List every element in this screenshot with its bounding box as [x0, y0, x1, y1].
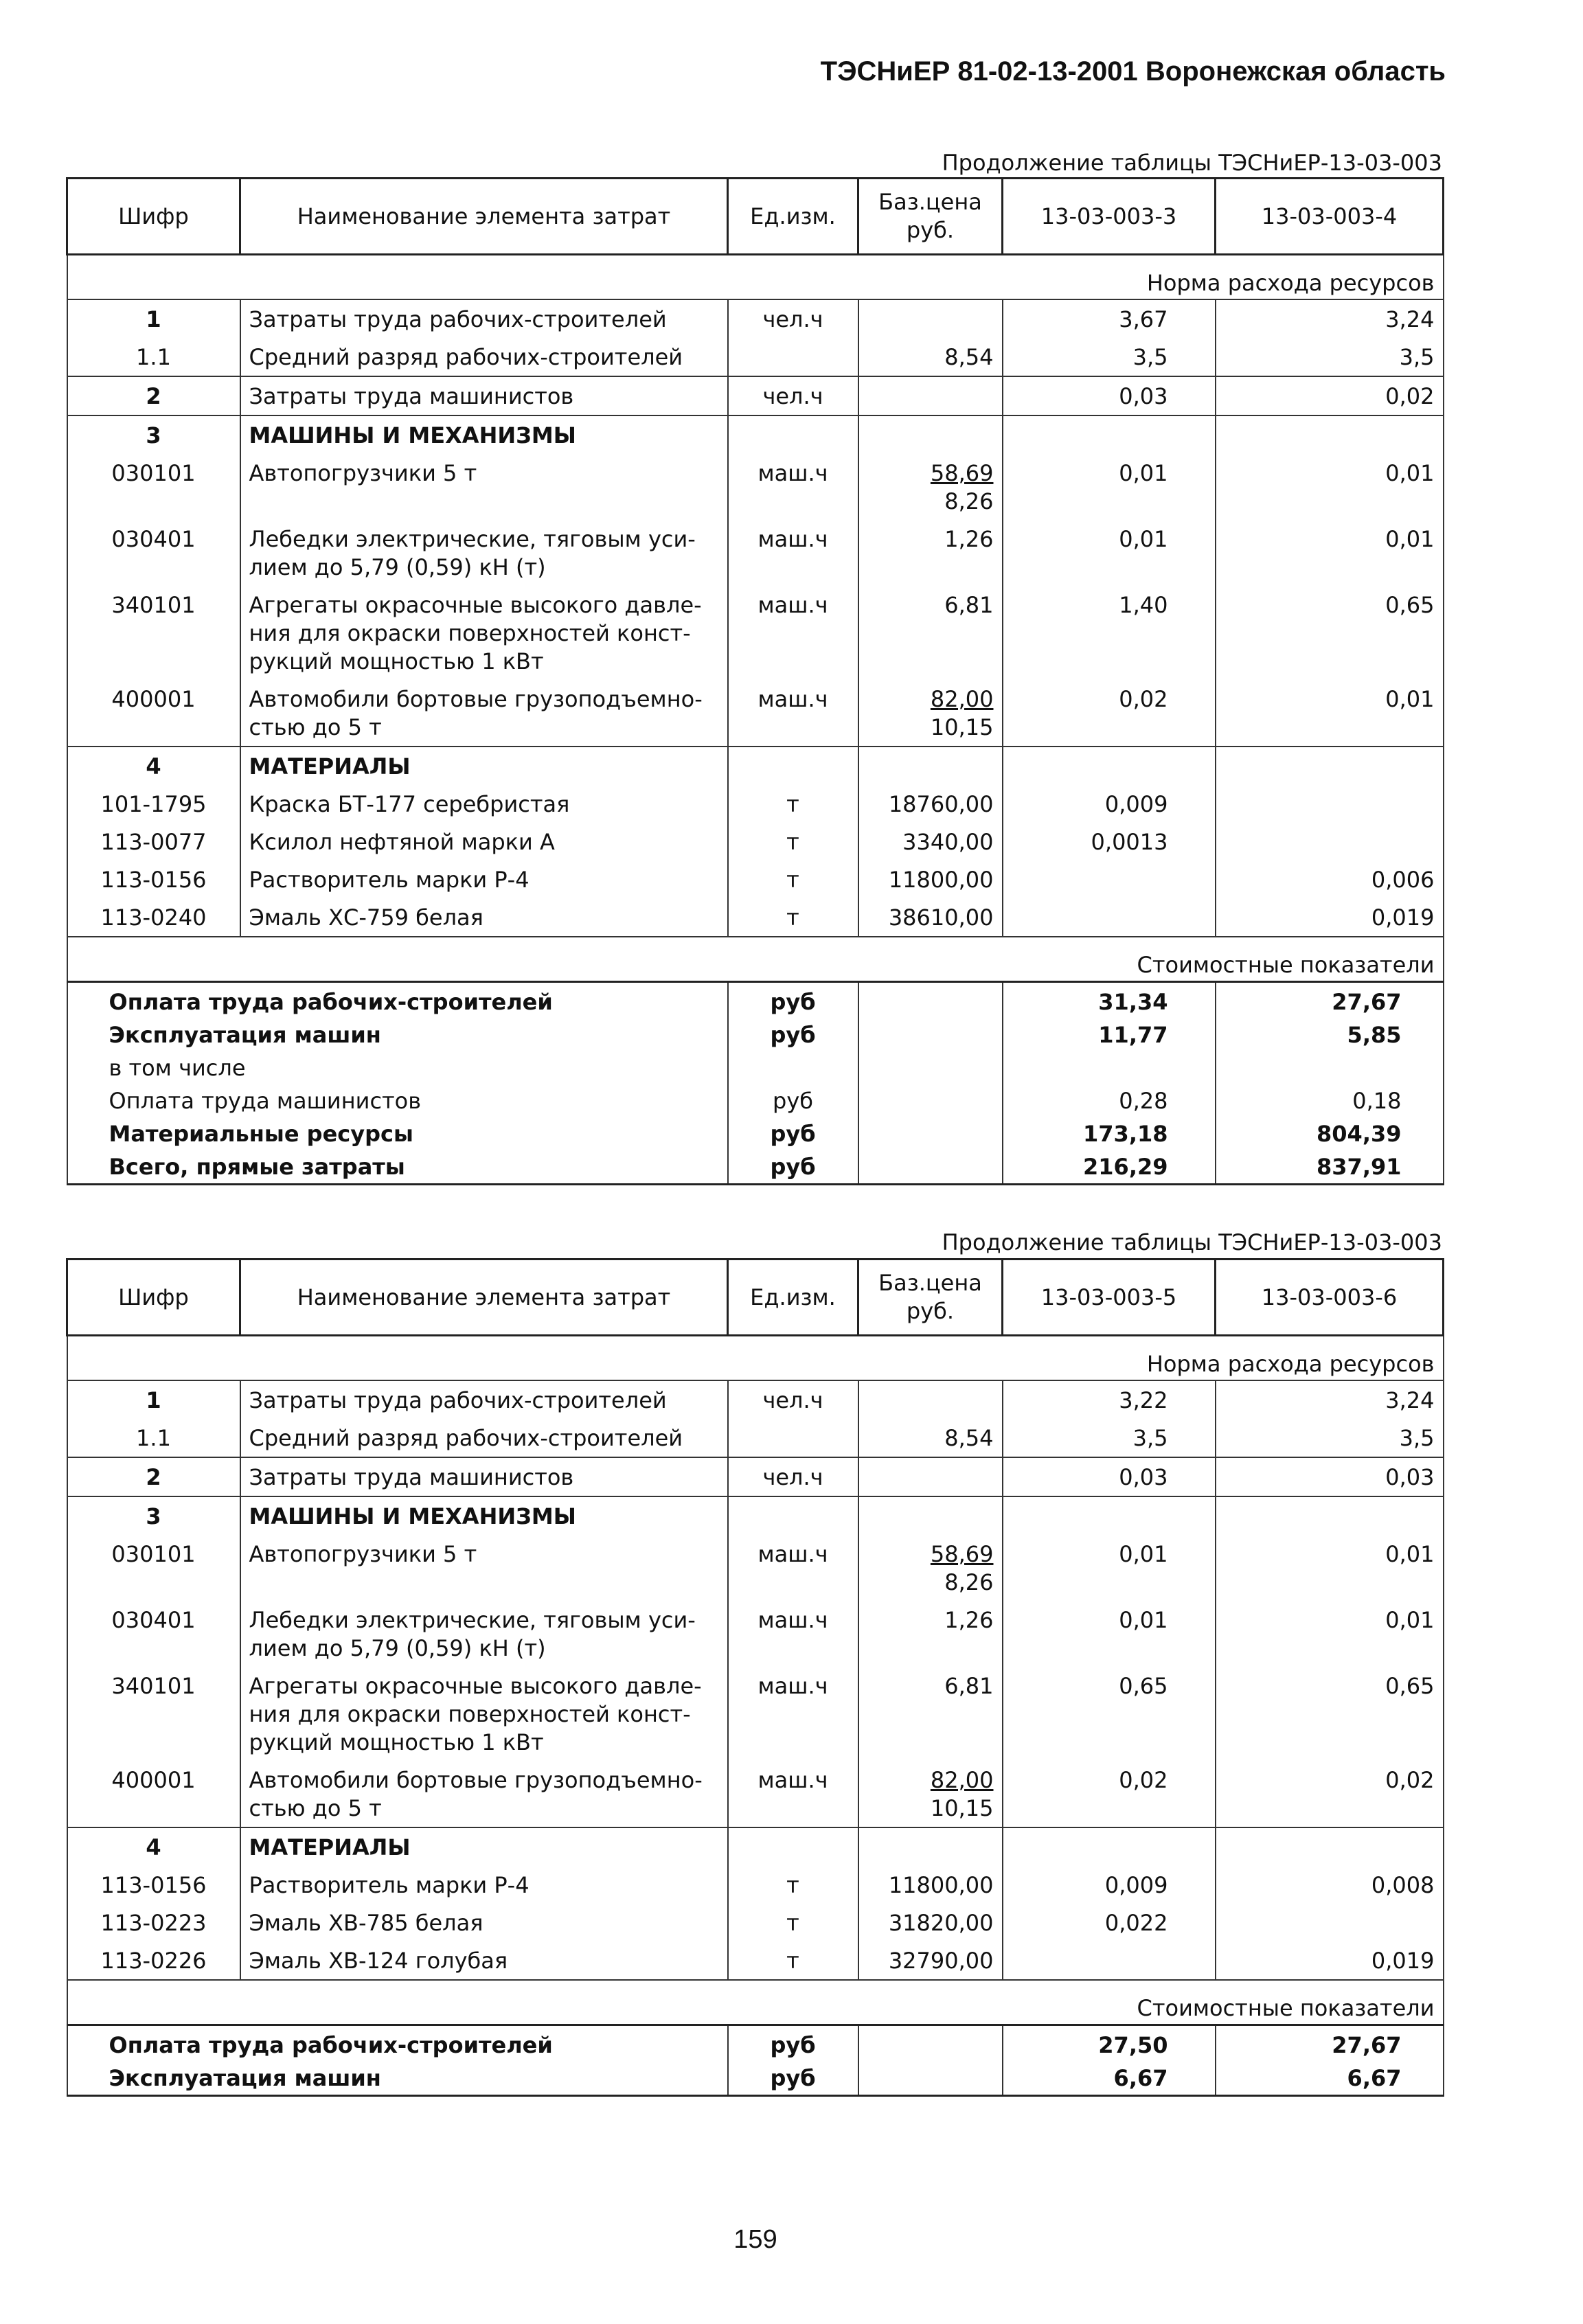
row-name: Автопогрузчики 5 т — [240, 1535, 728, 1601]
row-price: 32790,00 — [858, 1941, 1003, 1980]
row-code: 113-0077 — [67, 823, 240, 861]
row-name: Агрегаты окрасочные высокого давле-ния для окраски поверхностей конст-рукций мощностью 1 кВт — [240, 1667, 728, 1761]
cost-value-a: 31,34 — [1003, 982, 1216, 1019]
cost-band-row — [67, 1980, 1444, 2025]
row-value-b: 0,019 — [1216, 1941, 1444, 1980]
table-row — [67, 1419, 1444, 1457]
row-price: 18760,00 — [858, 785, 1003, 823]
row-unit: маш.ч — [728, 454, 858, 520]
section-title: МАШИНЫ И МЕХАНИЗМЫ — [240, 415, 728, 454]
cost-row — [67, 1084, 1444, 1117]
norm-band-row — [67, 255, 1444, 300]
empty-cell — [1216, 415, 1444, 454]
row-value-a: 0,01 — [1003, 454, 1216, 520]
empty-cell — [728, 1496, 858, 1535]
table-continuation-caption-2: Продолжение таблицы ТЭСНиЕР-13-03-003 — [942, 1229, 1442, 1255]
cost-unit: руб — [728, 1117, 858, 1150]
row-price: 1,26 — [858, 1601, 1003, 1667]
row-unit: маш.ч — [728, 1761, 858, 1827]
header-code: Шифр — [67, 1260, 240, 1336]
row-unit: чел.ч — [728, 299, 858, 338]
header-code: Шифр — [67, 179, 240, 255]
row-value-a: 0,009 — [1003, 1866, 1216, 1904]
row-value-a — [1003, 1941, 1216, 1980]
row-price — [858, 1457, 1003, 1496]
row-code: 340101 — [67, 586, 240, 680]
cost-row — [67, 1018, 1444, 1051]
cost-label: Эксплуатация машин — [67, 2062, 728, 2096]
row-price: 1,26 — [858, 520, 1003, 586]
row-value-b: 0,65 — [1216, 1667, 1444, 1761]
row-value-b: 0,006 — [1216, 861, 1444, 898]
row-value-a — [1003, 898, 1216, 937]
cost-unit: руб — [728, 2062, 858, 2096]
row-code: 030401 — [67, 1601, 240, 1667]
row-value-b: 3,24 — [1216, 299, 1444, 338]
empty-cell — [858, 1018, 1003, 1051]
row-name: Растворитель марки Р-4 — [240, 861, 728, 898]
row-value-a: 0,02 — [1003, 680, 1216, 747]
header-col-a: 13-03-003-5 — [1003, 1260, 1216, 1336]
row-unit — [728, 338, 858, 376]
row-value-a: 0,0013 — [1003, 823, 1216, 861]
cost-body — [67, 937, 1444, 1185]
row-name: Эмаль ХВ-124 голубая — [240, 1941, 728, 1980]
cost-label: в том числе — [67, 1051, 728, 1084]
row-code: 2 — [67, 1457, 240, 1496]
cost-label: Эксплуатация машин — [67, 1018, 728, 1051]
cost-unit: руб — [728, 1150, 858, 1185]
header-col-a: 13-03-003-3 — [1003, 179, 1216, 255]
section-title: МАТЕРИАЛЫ — [240, 1827, 728, 1866]
cost-row — [67, 2025, 1444, 2062]
cost-row — [67, 1117, 1444, 1150]
row-name: Лебедки электрические, тяговым уси-лием до 5,79 (0,59) кН (т) — [240, 520, 728, 586]
table-row — [67, 898, 1444, 937]
table-row — [67, 338, 1444, 376]
row-price: 11800,00 — [858, 861, 1003, 898]
table-row — [67, 861, 1444, 898]
row-name: Затраты труда машинистов — [240, 376, 728, 415]
empty-cell — [858, 415, 1003, 454]
row-code: 3 — [67, 1496, 240, 1535]
row-code: 101-1795 — [67, 785, 240, 823]
row-value-b: 0,01 — [1216, 680, 1444, 747]
cost-band: Стоимостные показатели — [67, 937, 1444, 982]
row-code: 113-0156 — [67, 861, 240, 898]
row-code: 2 — [67, 376, 240, 415]
cost-unit: руб — [728, 982, 858, 1019]
cost-body — [67, 1980, 1444, 2096]
row-price: 11800,00 — [858, 1866, 1003, 1904]
table-row — [67, 1904, 1444, 1941]
row-value-b: 3,5 — [1216, 1419, 1444, 1457]
empty-cell — [1003, 415, 1216, 454]
row-price: 8,54 — [858, 338, 1003, 376]
row-code: 030101 — [67, 454, 240, 520]
empty-cell — [858, 1051, 1003, 1084]
cost-value-b — [1216, 1051, 1444, 1084]
table-row — [67, 1380, 1444, 1419]
empty-cell — [728, 415, 858, 454]
table-row — [67, 1601, 1444, 1667]
cost-value-b: 5,85 — [1216, 1018, 1444, 1051]
row-name: Краска БТ-177 серебристая — [240, 785, 728, 823]
row-name: Лебедки электрические, тяговым уси-лием до 5,79 (0,59) кН (т) — [240, 1601, 728, 1667]
row-code: 030101 — [67, 1535, 240, 1601]
row-code: 113-0226 — [67, 1941, 240, 1980]
empty-cell — [1003, 747, 1216, 785]
header-unit: Ед.изм. — [728, 1260, 858, 1336]
row-name: Затраты труда машинистов — [240, 1457, 728, 1496]
empty-cell — [1216, 1827, 1444, 1866]
table-row — [67, 785, 1444, 823]
row-unit — [728, 1419, 858, 1457]
header-price: Баз.цена руб. — [858, 1260, 1003, 1336]
row-value-b — [1216, 823, 1444, 861]
cost-row — [67, 982, 1444, 1019]
row-value-b: 0,65 — [1216, 586, 1444, 680]
row-price — [858, 1761, 1003, 1827]
table-row — [67, 1535, 1444, 1601]
row-code: 4 — [67, 1827, 240, 1866]
price-total: 58,69 — [930, 1541, 994, 1567]
norm-band: Норма расхода ресурсов — [67, 1336, 1444, 1381]
price-wage: 8,26 — [944, 488, 994, 514]
row-value-b: 3,24 — [1216, 1380, 1444, 1419]
row-value-b — [1216, 1904, 1444, 1941]
row-value-b: 0,019 — [1216, 898, 1444, 937]
row-value-a: 1,40 — [1003, 586, 1216, 680]
cost-unit — [728, 1051, 858, 1084]
cost-unit: руб — [728, 1018, 858, 1051]
table-row — [67, 1761, 1444, 1827]
cost-value-a: 0,28 — [1003, 1084, 1216, 1117]
cost-value-b: 0,18 — [1216, 1084, 1444, 1117]
resource-table-2 — [66, 1258, 1444, 2097]
row-value-a: 3,67 — [1003, 299, 1216, 338]
row-price — [858, 1535, 1003, 1601]
row-code: 400001 — [67, 1761, 240, 1827]
empty-cell — [728, 747, 858, 785]
row-value-a: 0,03 — [1003, 1457, 1216, 1496]
row-value-b: 0,02 — [1216, 376, 1444, 415]
row-code: 113-0223 — [67, 1904, 240, 1941]
resource-table-1 — [66, 177, 1444, 1185]
row-unit: чел.ч — [728, 1457, 858, 1496]
row-value-a: 0,01 — [1003, 1601, 1216, 1667]
cost-row — [67, 2062, 1444, 2096]
row-value-a: 0,01 — [1003, 520, 1216, 586]
empty-cell — [858, 747, 1003, 785]
row-unit: т — [728, 861, 858, 898]
row-price — [858, 680, 1003, 747]
row-price — [858, 454, 1003, 520]
cost-value-a: 6,67 — [1003, 2062, 1216, 2096]
row-code: 113-0240 — [67, 898, 240, 937]
table-row — [67, 415, 1444, 454]
header-price: Баз.цена руб. — [858, 179, 1003, 255]
row-unit: т — [728, 1866, 858, 1904]
empty-cell — [1003, 1827, 1216, 1866]
cost-label: Оплата труда машинистов — [67, 1084, 728, 1117]
cost-band: Стоимостные показатели — [67, 1980, 1444, 2025]
page-number: 159 — [733, 2225, 777, 2254]
cost-value-b: 804,39 — [1216, 1117, 1444, 1150]
section-title: МАШИНЫ И МЕХАНИЗМЫ — [240, 1496, 728, 1535]
row-unit: маш.ч — [728, 1535, 858, 1601]
table-row — [67, 1667, 1444, 1761]
table-row — [67, 376, 1444, 415]
row-value-a: 0,022 — [1003, 1904, 1216, 1941]
cost-value-b: 27,67 — [1216, 982, 1444, 1019]
row-name: Автопогрузчики 5 т — [240, 454, 728, 520]
row-value-a: 0,01 — [1003, 1535, 1216, 1601]
price-total: 58,69 — [930, 460, 994, 486]
cost-label: Всего, прямые затраты — [67, 1150, 728, 1185]
table-row — [67, 520, 1444, 586]
row-name: Средний разряд рабочих-строителей — [240, 1419, 728, 1457]
row-price: 38610,00 — [858, 898, 1003, 937]
row-code: 1.1 — [67, 1419, 240, 1457]
norm-band-row — [67, 1336, 1444, 1381]
cost-value-a — [1003, 1051, 1216, 1084]
row-value-b — [1216, 785, 1444, 823]
cost-value-b: 27,67 — [1216, 2025, 1444, 2062]
empty-cell — [858, 982, 1003, 1019]
header-name: Наименование элемента затрат — [240, 1260, 728, 1336]
row-unit: т — [728, 1904, 858, 1941]
cost-value-b: 837,91 — [1216, 1150, 1444, 1185]
row-code: 4 — [67, 747, 240, 785]
row-name: Автомобили бортовые грузоподъемно-стью до 5 т — [240, 1761, 728, 1827]
row-value-a: 0,02 — [1003, 1761, 1216, 1827]
row-unit: маш.ч — [728, 1601, 858, 1667]
cost-row — [67, 1051, 1444, 1084]
row-unit: маш.ч — [728, 680, 858, 747]
cost-unit: руб — [728, 2025, 858, 2062]
row-value-a: 0,009 — [1003, 785, 1216, 823]
row-price — [858, 1380, 1003, 1419]
price-wage: 8,26 — [944, 1569, 994, 1595]
table-row — [67, 1941, 1444, 1980]
row-name: Растворитель марки Р-4 — [240, 1866, 728, 1904]
empty-cell — [858, 2025, 1003, 2062]
cost-label: Оплата труда рабочих-строителей — [67, 982, 728, 1019]
section-title: МАТЕРИАЛЫ — [240, 747, 728, 785]
row-name: Автомобили бортовые грузоподъемно-стью до 5 т — [240, 680, 728, 747]
header-col-b: 13-03-003-6 — [1216, 1260, 1444, 1336]
row-name: Средний разряд рабочих-строителей — [240, 338, 728, 376]
price-wage: 10,15 — [930, 714, 994, 740]
empty-cell — [858, 1150, 1003, 1185]
table-body — [67, 299, 1444, 937]
row-name: Затраты труда рабочих-строителей — [240, 1380, 728, 1419]
row-name: Эмаль ХС-759 белая — [240, 898, 728, 937]
empty-cell — [858, 1084, 1003, 1117]
row-value-a: 0,03 — [1003, 376, 1216, 415]
row-unit: чел.ч — [728, 1380, 858, 1419]
row-value-b: 0,008 — [1216, 1866, 1444, 1904]
row-name: Эмаль ХВ-785 белая — [240, 1904, 728, 1941]
table-row — [67, 1496, 1444, 1535]
table-header-row — [67, 179, 1444, 255]
table-row — [67, 823, 1444, 861]
table-continuation-caption: Продолжение таблицы ТЭСНиЕР-13-03-003 — [942, 150, 1442, 176]
row-value-b: 3,5 — [1216, 338, 1444, 376]
row-code: 340101 — [67, 1667, 240, 1761]
row-value-b: 0,01 — [1216, 520, 1444, 586]
row-value-b: 0,01 — [1216, 1535, 1444, 1601]
table-body — [67, 1380, 1444, 1980]
row-unit: маш.ч — [728, 520, 858, 586]
cost-band-row — [67, 937, 1444, 982]
row-price: 8,54 — [858, 1419, 1003, 1457]
empty-cell — [1216, 747, 1444, 785]
row-price: 6,81 — [858, 1667, 1003, 1761]
row-unit: маш.ч — [728, 586, 858, 680]
empty-cell — [858, 1827, 1003, 1866]
row-unit: маш.ч — [728, 1667, 858, 1761]
empty-cell — [1216, 1496, 1444, 1535]
row-unit: т — [728, 898, 858, 937]
document-header: ТЭСНиЕР 81-02-13-2001 Воронежская область — [820, 56, 1446, 87]
row-price: 3340,00 — [858, 823, 1003, 861]
table-row — [67, 1827, 1444, 1866]
row-value-b: 0,03 — [1216, 1457, 1444, 1496]
row-code: 1.1 — [67, 338, 240, 376]
row-unit: т — [728, 1941, 858, 1980]
empty-cell — [858, 2062, 1003, 2096]
table-header-row — [67, 1260, 1444, 1336]
empty-cell — [858, 1117, 1003, 1150]
row-code: 1 — [67, 299, 240, 338]
table-row — [67, 680, 1444, 747]
cost-unit: руб — [728, 1084, 858, 1117]
cost-value-a: 27,50 — [1003, 2025, 1216, 2062]
row-unit: чел.ч — [728, 376, 858, 415]
cost-value-a: 11,77 — [1003, 1018, 1216, 1051]
empty-cell — [1003, 1496, 1216, 1535]
row-price — [858, 299, 1003, 338]
row-value-a — [1003, 861, 1216, 898]
table-row — [67, 586, 1444, 680]
header-col-b: 13-03-003-4 — [1216, 179, 1444, 255]
cost-label: Оплата труда рабочих-строителей — [67, 2025, 728, 2062]
cost-label: Материальные ресурсы — [67, 1117, 728, 1150]
row-value-a: 3,5 — [1003, 1419, 1216, 1457]
row-name: Ксилол нефтяной марки А — [240, 823, 728, 861]
row-code: 1 — [67, 1380, 240, 1419]
row-value-b: 0,01 — [1216, 454, 1444, 520]
price-total: 82,00 — [930, 686, 994, 712]
row-code: 030401 — [67, 520, 240, 586]
row-price: 6,81 — [858, 586, 1003, 680]
row-price — [858, 376, 1003, 415]
table-row — [67, 1457, 1444, 1496]
row-value-a: 3,22 — [1003, 1380, 1216, 1419]
price-wage: 10,15 — [930, 1795, 994, 1821]
row-code: 3 — [67, 415, 240, 454]
row-unit: т — [728, 785, 858, 823]
row-value-b: 0,02 — [1216, 1761, 1444, 1827]
norm-band: Норма расхода ресурсов — [67, 255, 1444, 300]
row-price: 31820,00 — [858, 1904, 1003, 1941]
table-row — [67, 747, 1444, 785]
row-unit: т — [728, 823, 858, 861]
table-row — [67, 299, 1444, 338]
price-total: 82,00 — [930, 1767, 994, 1793]
cost-value-a: 173,18 — [1003, 1117, 1216, 1150]
row-value-b: 0,01 — [1216, 1601, 1444, 1667]
row-code: 400001 — [67, 680, 240, 747]
cost-value-b: 6,67 — [1216, 2062, 1444, 2096]
row-code: 113-0156 — [67, 1866, 240, 1904]
row-name: Агрегаты окрасочные высокого давле-ния для окраски поверхностей конст-рукций мощностью 1 кВт — [240, 586, 728, 680]
row-name: Затраты труда рабочих-строителей — [240, 299, 728, 338]
empty-cell — [728, 1827, 858, 1866]
header-name: Наименование элемента затрат — [240, 179, 728, 255]
row-value-a: 0,65 — [1003, 1667, 1216, 1761]
table-row — [67, 454, 1444, 520]
table-row — [67, 1866, 1444, 1904]
cost-value-a: 216,29 — [1003, 1150, 1216, 1185]
row-value-a: 3,5 — [1003, 338, 1216, 376]
cost-row — [67, 1150, 1444, 1185]
empty-cell — [858, 1496, 1003, 1535]
header-unit: Ед.изм. — [728, 179, 858, 255]
